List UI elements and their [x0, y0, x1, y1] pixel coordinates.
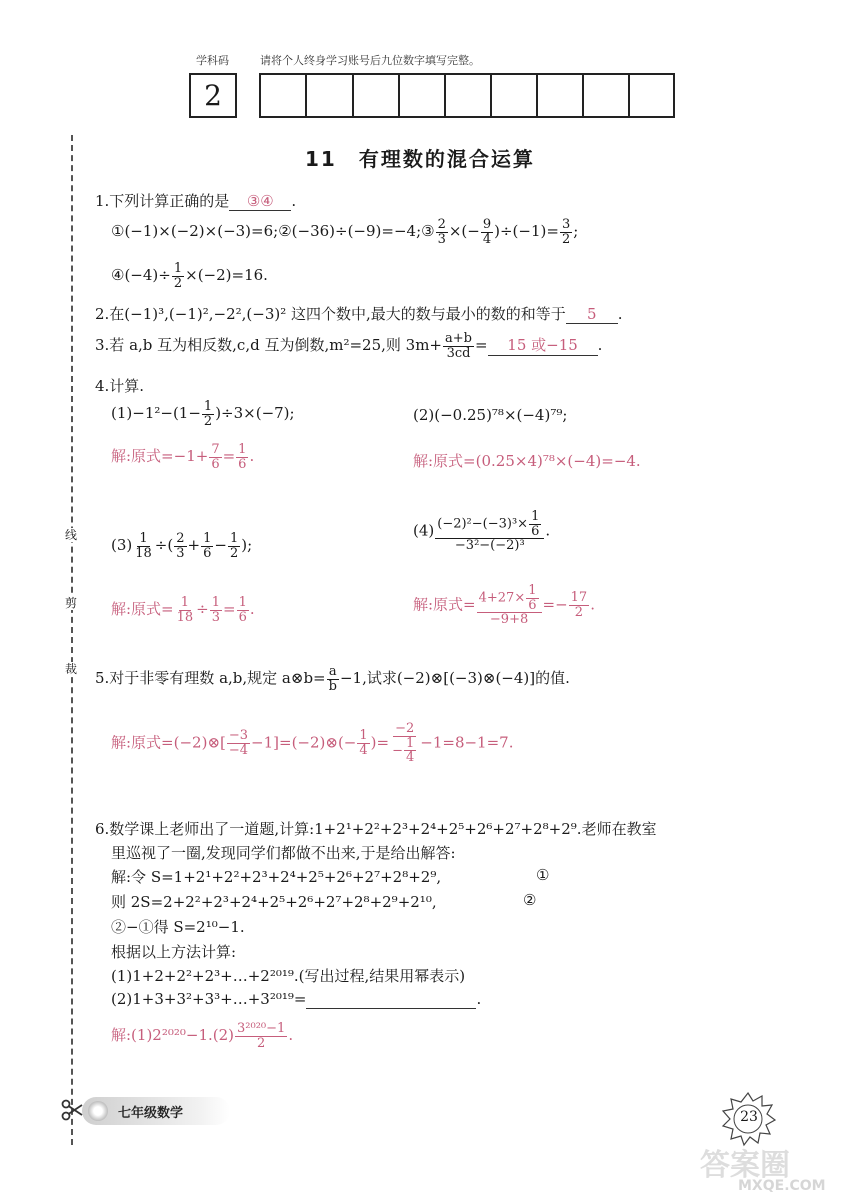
q6-line-7: (1)1+2+2²+2³+…+2²⁰¹⁹.(写出过程,结果用幂表示): [111, 967, 466, 985]
page-number: 23: [740, 1109, 758, 1125]
q4-answer-3: 解:原式= $\frac{1}{18}$ ÷ $\frac{1}{3}$ = $\frac{1}{6}$ .: [111, 595, 255, 625]
q6-line-1: 6.数学课上老师出了一道题,计算:1+2¹+2²+2³+2⁴+2⁵+2⁶+2⁷+2⁸+2⁹.老师在教室: [95, 820, 657, 838]
q1-options: ①(−1)×(−2)×(−3)=6;②(−36)÷(−9)=−4;③ $\frac{2}{3}$ ×(− $\frac{9}{4}$ )÷(−1)= $\frac{3}{2}$ ;: [111, 217, 579, 247]
cut-line: [71, 135, 73, 1145]
account-digit-boxes[interactable]: [259, 73, 675, 118]
footer-banner: [82, 1097, 230, 1125]
book-name: 七年级数学: [118, 1106, 184, 1121]
q4-problem-2: (2)(−0.25)⁷⁸×(−4)⁷⁹;: [413, 406, 568, 424]
q6-line-6: 根据以上方法计算:: [111, 943, 237, 961]
q6-line-4: 则 2S=2+2²+2³+2⁴+2⁵+2⁶+2⁷+2⁸+2⁹+2¹⁰,: [111, 893, 437, 911]
q1-option4: ④(−4)÷ $\frac{1}{2}$ ×(−2)=16.: [111, 261, 268, 291]
q4-answer-2: 解:原式=(0.25×4)⁷⁸×(−4)=−4.: [413, 452, 641, 470]
q2-stem: 2.在(−1)³,(−1)²,−2²,(−3)² 这四个数中,最大的数与最小的数的和等于 5 .: [95, 305, 623, 323]
scissors-icon: [60, 1098, 84, 1122]
q4-problem-3: (3) $\frac{1}{18}$ ÷( $\frac{2}{3}$ + $\frac{1}{6}$ − $\frac{1}{2}$ );: [111, 531, 253, 561]
q6-line-5: ②−①得 S=2¹⁰−1.: [111, 918, 245, 936]
q1-stem: 1.下列计算正确的是 ③④ .: [95, 192, 297, 210]
page-title: 11 有理数的混合运算: [305, 147, 535, 171]
subject-code-box: [189, 73, 237, 118]
q4-answer-1: 解:原式=−1+ $\frac{7}{6}$ = $\frac{1}{6}$ .: [111, 442, 255, 472]
watermark-url: MXQE.COM: [738, 1178, 826, 1194]
q6-line-8: (2)1+3+3²+3³+…+3²⁰¹⁹= .: [111, 990, 482, 1008]
q4-answer-4: 解:原式= 4+27× $\frac{1}{6}$ −9+8 =− $\frac{17}{2}$ .: [413, 583, 595, 628]
q3-stem: 3.若 a,b 互为相反数,c,d 互为倒数,m²=25,则 3m+ $\frac{a+b}{3cd}$ = 15 或−15 .: [95, 331, 603, 361]
decorative-flower-icon: [88, 1101, 108, 1121]
cut-line-label-line: 线: [60, 528, 82, 542]
cut-line-label-cut: 剪: [60, 596, 82, 610]
account-instruction: 请将个人终身学习账号后九位数字填写完整。: [260, 54, 480, 67]
q3-answer: 15 或−15: [488, 334, 598, 356]
cut-line-label-ruler: 裁: [60, 662, 82, 676]
subject-code-label: 学科码: [196, 54, 229, 67]
equation-mark-1: ①: [536, 866, 550, 884]
q2-answer: 5: [566, 305, 618, 324]
q4-problem-1: (1)−1²−(1− $\frac{1}{2}$ )÷3×(−7);: [111, 399, 295, 429]
q4-problem-4: (4) (−2)²−(−3)³× $\frac{1}{6}$ −3²−(−2)³ .: [413, 509, 551, 554]
watermark-logo: 答案圈: [700, 1148, 790, 1183]
q6-line-3: 解:令 S=1+2¹+2²+2³+2⁴+2⁵+2⁶+2⁷+2⁸+2⁹,: [111, 868, 442, 886]
q1-answer: ③④: [229, 192, 291, 211]
q6-line-2: 里巡视了一圈,发现同学们都做不出来,于是给出解答:: [111, 844, 456, 862]
q4-stem: 4.计算.: [95, 377, 145, 395]
q5-answer: 解:原式=(−2)⊗[ $\frac{-3}{-4}$ −1]=(−2)⊗(− $\frac{1}{4}$ )= −2 − $\frac{1}{4}$ −1=8−1=7.: [111, 721, 514, 766]
subject-code-value: 2: [204, 79, 222, 112]
q5-stem: 5.对于非零有理数 a,b,规定 a⊗b= $\frac{a}{b}$ −1,试求(−2)⊗[(−3)⊗(−4)]的值.: [95, 664, 570, 694]
equation-mark-2: ②: [523, 891, 537, 909]
q6-answer: 解:(1)2²⁰²⁰−1.(2) $\frac{\text{3²⁰²⁰−1}}{2}$ .: [111, 1021, 294, 1051]
